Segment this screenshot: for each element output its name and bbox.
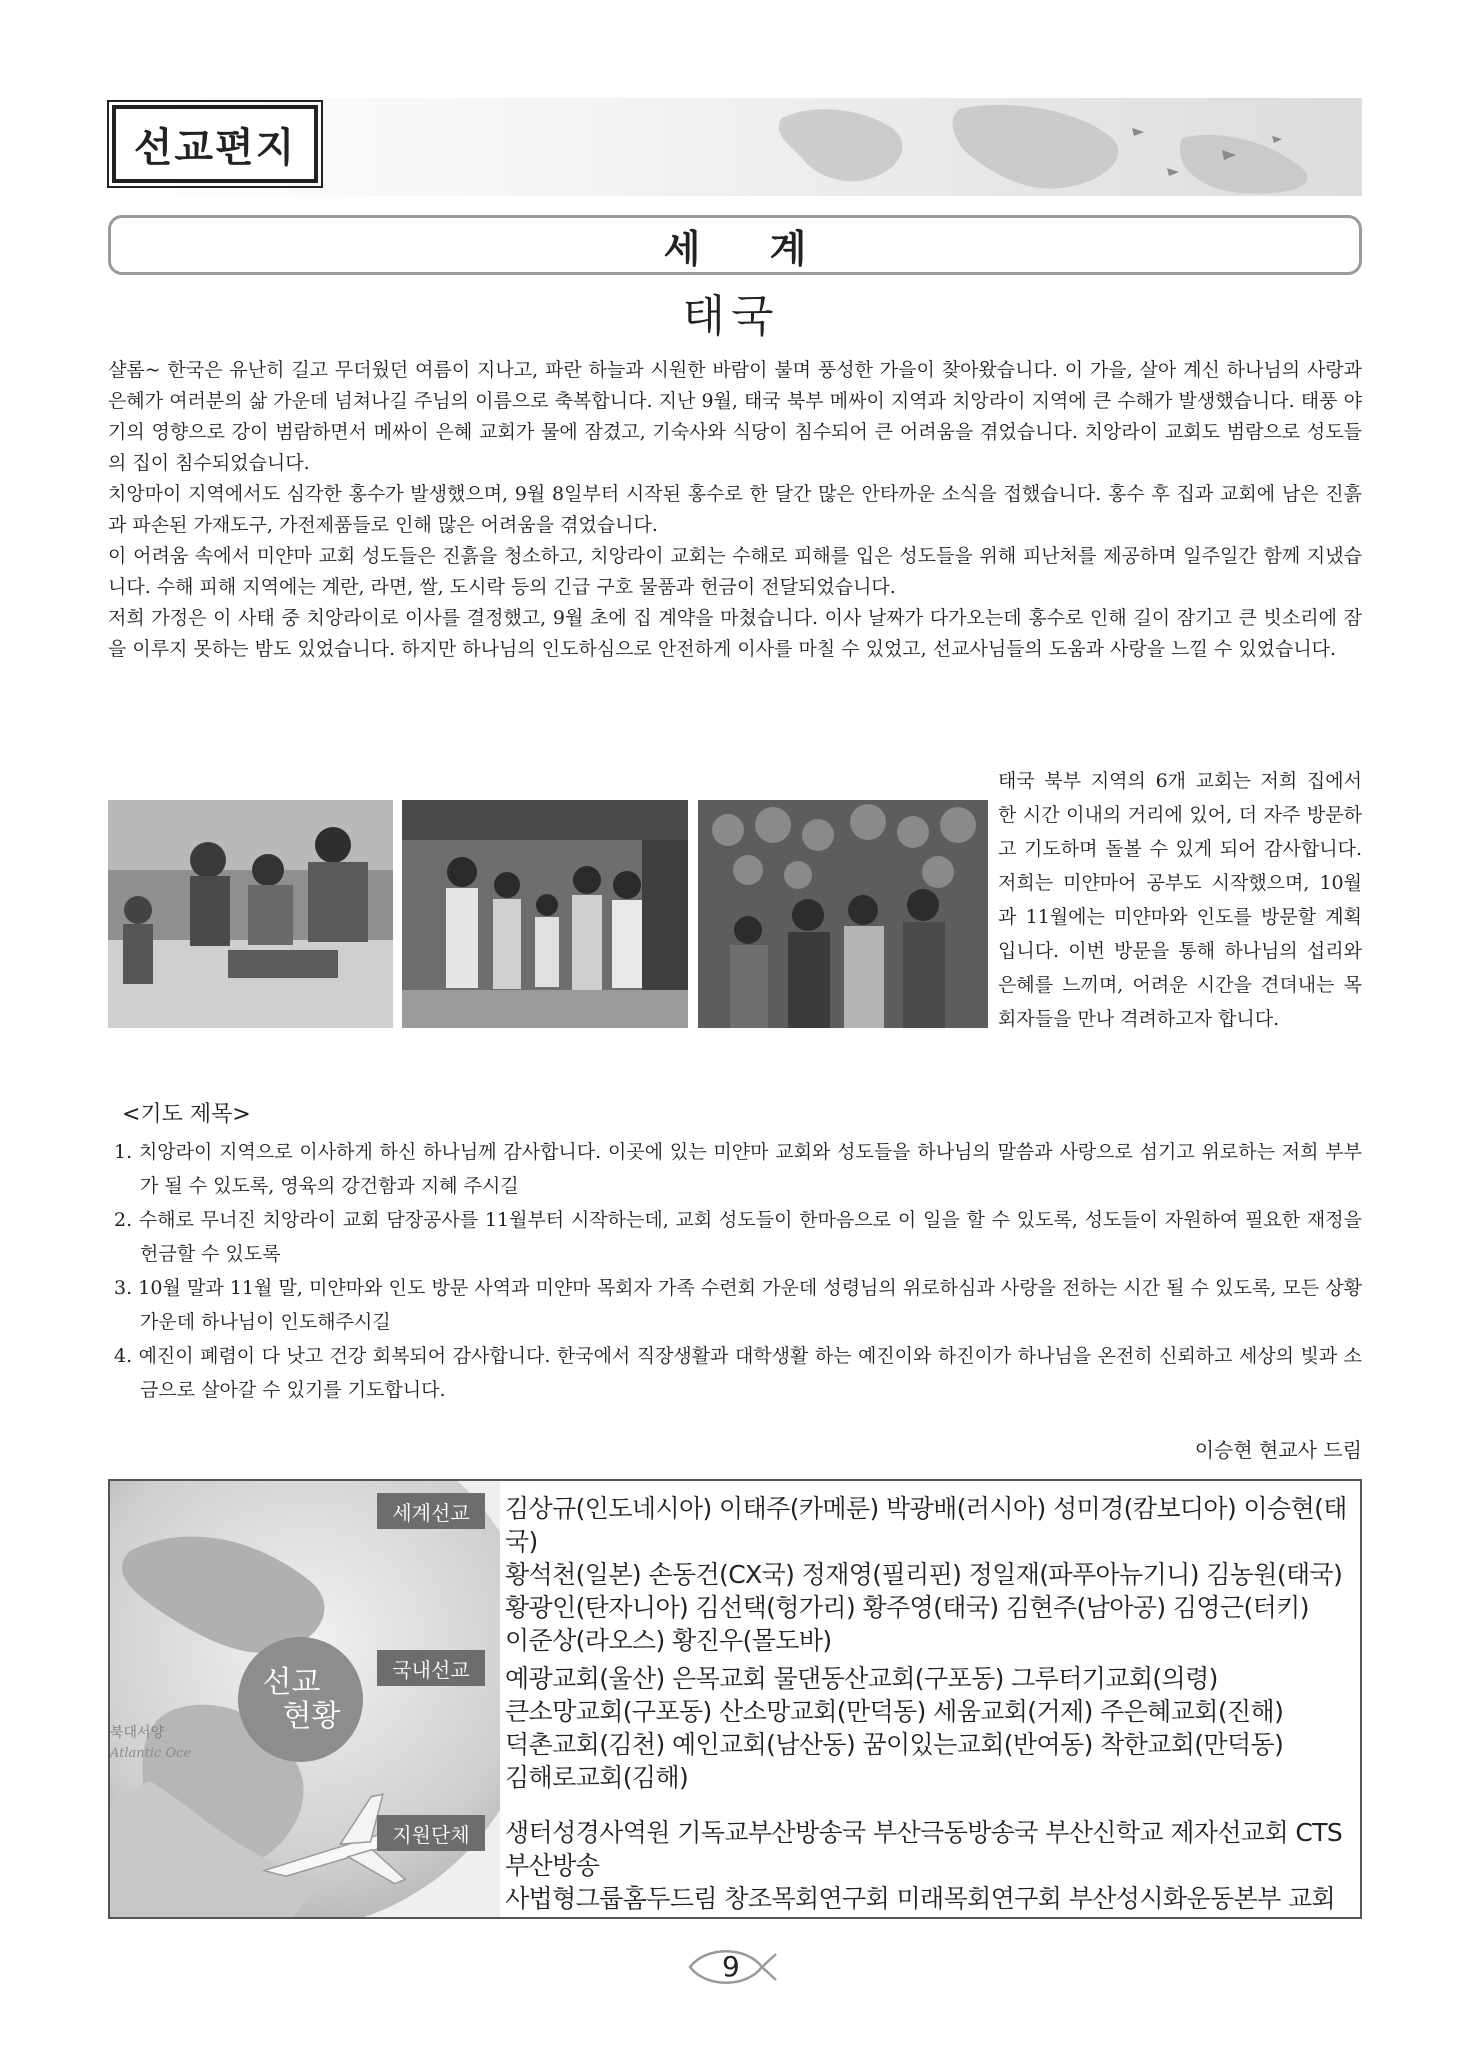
market-prayer-photo — [698, 800, 988, 1028]
entry-line: 덕촌교회(김천) 예인교회(남산동) 꿈이있는교회(반여동) 착한교회(만덕동) — [505, 1730, 1284, 1759]
entry-line: 생터성경사역원 기독교부산방송국 부산극동방송국 부산신학교 제자선교회 CTS부산방송 — [505, 1818, 1343, 1880]
body-paragraph: 샬롬~ 한국은 유난히 길고 무더웠던 여름이 지나고, 파란 하늘과 시원한 바람이 불며 풍성한 가을이 찾아왔습니다. 이 가을, 살아 계신 하나님의 사랑과 은혜가 여러분의 삶 가운데 넘쳐나길 주님의 이름으로 축복합니다. 지난 9월, 태국 북부 메싸이 지역과 치앙라이 지역에 큰 수해가 발생했습니다. 태풍 야기의 영향으로 강이 범람하면서 메싸이 은혜 교회가 물에 잠겼고, 기숙사와 식당이 침수되어 큰 어려움을 겪었습니다. 치앙라이 교회도 범람으로 성도들의 집이 침수되었습니다. — [108, 359, 1363, 474]
prayer-item: 1. 치앙라이 지역으로 이사하게 하신 하나님께 감사합니다. 이곳에 있는 미얀마 교회와 성도들을 하나님의 말씀과 사랑으로 섬기고 위로하는 저희 부부가 될 수 있도록, 영육의 강건함과 지혜 주시길 — [114, 1141, 1362, 1197]
circle-bottom-text: 현황 — [282, 1698, 341, 1734]
prayer-item: 2. 수해로 무너진 치앙라이 교회 담장공사를 11월부터 시작하는데, 교회 성도들이 한마음으로 이 일을 할 수 있도록, 성도들이 자원하여 필요한 재정을 헌금할 수 있도록 — [114, 1209, 1362, 1265]
region-title: 세 계 — [108, 215, 1362, 275]
world-mission-list — [505, 1492, 1355, 1657]
prayer-title: <기도 제목> — [122, 1102, 251, 1127]
entry-line: 김해로교회(김해) — [505, 1763, 689, 1792]
domestic-mission-list — [505, 1662, 1355, 1794]
map-label: 북대서양 — [110, 1725, 165, 1741]
body-paragraph: 이 어려움 속에서 미얀마 교회 성도들은 진흙을 청소하고, 치앙라이 교회는 수해로 피해를 입은 성도들을 위해 피난처를 제공하며 일주일간 함께 지냈습니다. 수해 피해 지역에는 계란, 라면, 쌀, 도시락 등의 긴급 구호 물품과 헌금이 전달되었습니다. — [108, 545, 1362, 598]
support-groups-list — [505, 1816, 1355, 1919]
country-title: 태국 — [682, 291, 780, 342]
map-label: Atlantic Oce — [110, 1746, 192, 1761]
section-label: 선교편지 — [112, 105, 318, 183]
entry-line: 황광인(탄자니아) 김선택(헝가리) 황주영(태국) 김현주(남아공) 김영근(터키) — [505, 1593, 1309, 1622]
body-paragraph: 저희 가정은 이 사태 중 치앙라이로 이사를 결정했고, 9월 초에 집 계약을 마쳤습니다. 이사 날짜가 다가오는데 홍수로 인해 길이 잠기고 큰 빗소리에 잠을 이루지 못하는 밤도 있었습니다. 하지만 하나님의 인도하심으로 안전하게 이사를 마칠 수 있었고, 선교사님들의 도움과 사랑을 느낄 수 있었습니다. — [108, 607, 1362, 660]
entry-line: 큰소망교회(구포동) 산소망교회(만덕동) 세움교회(거제) 주은혜교회(진해) — [505, 1697, 1284, 1726]
entry-line: 사법형그룹홈두드림 창조목회연구회 미래목회연구회 부산성시화운동본부 교회 — [505, 1884, 1336, 1913]
prayer-item: 4. 예진이 폐렴이 다 낫고 건강 회복되어 감사합니다. 한국에서 직장생활과 대학생활 하는 예진이와 하진이가 하나님을 온전히 신뢰하고 세상의 빛과 소금으로 살아갈 수 있기를 기도합니다. — [114, 1345, 1362, 1401]
entry-line: 이준상(라오스) 황진우(몰도바) — [505, 1626, 832, 1655]
tag-world-mission: 세계선교 — [377, 1493, 485, 1529]
page-number-text: 9 — [722, 1950, 740, 1983]
photo-strip — [108, 800, 988, 1028]
children-group-photo — [402, 800, 688, 1028]
tag-domestic-mission: 국내선교 — [377, 1650, 485, 1686]
side-paragraph: 태국 북부 지역의 6개 교회는 저희 집에서 한 시간 이내의 거리에 있어, 더 자주 방문하고 기도하며 돌볼 수 있게 되어 감사합니다. 저희는 미얀마어 공부도 시작했으며, 10월과 11월에는 미얀마와 인도를 방문할 계획입니다. 이번 방문을 통해 하나님의 섭리와 은혜를 느끼며, 어려운 시간을 견뎌내는 목회자들을 만나 격려하고자 합니다. — [998, 770, 1362, 1030]
body-paragraph: 치앙마이 지역에서도 심각한 홍수가 발생했으며, 9월 8일부터 시작된 홍수로 한 달간 많은 안타까운 소식을 접했습니다. 홍수 후 집과 교회에 남은 진흙과 파손된 가재도구, 가전제품들로 인해 많은 어려움을 겪었습니다. — [108, 483, 1362, 536]
signature: 이승현 현교사 드림 — [1194, 1438, 1362, 1462]
status-circle-badge — [238, 1637, 363, 1762]
article-body — [108, 355, 1362, 665]
page-number — [686, 1944, 778, 1990]
entry-line: 황석천(일본) 손동건(CX국) 정재영(필리핀) 정일재(파푸아뉴기니) 김농원(태국) — [505, 1560, 1343, 1589]
tag-support-groups: 지원단체 — [377, 1815, 485, 1851]
mission-status-box — [108, 1479, 1362, 1919]
entry-line: 예광교회(울산) 은목교회 물댄동산교회(구포동) 그루터기교회(의령) — [505, 1664, 1218, 1693]
circle-top-text: 선교 — [262, 1664, 321, 1700]
world-map-graphic — [662, 98, 1362, 196]
prayer-item: 3. 10월 말과 11월 말, 미얀마와 인도 방문 사역과 미얀마 목회자 가족 수련회 가운데 성령님의 위로하심과 사랑을 전하는 시간 될 수 있도록, 모든 상황 가운데 하나님이 인도해주시길 — [114, 1277, 1363, 1333]
entry-line: 김상규(인도네시아) 이태주(카메룬) 박광배(러시아) 성미경(캄보디아) 이승현(태국) — [505, 1494, 1347, 1556]
prayer-list — [114, 1135, 1362, 1407]
flood-cleanup-photo — [108, 800, 393, 1028]
